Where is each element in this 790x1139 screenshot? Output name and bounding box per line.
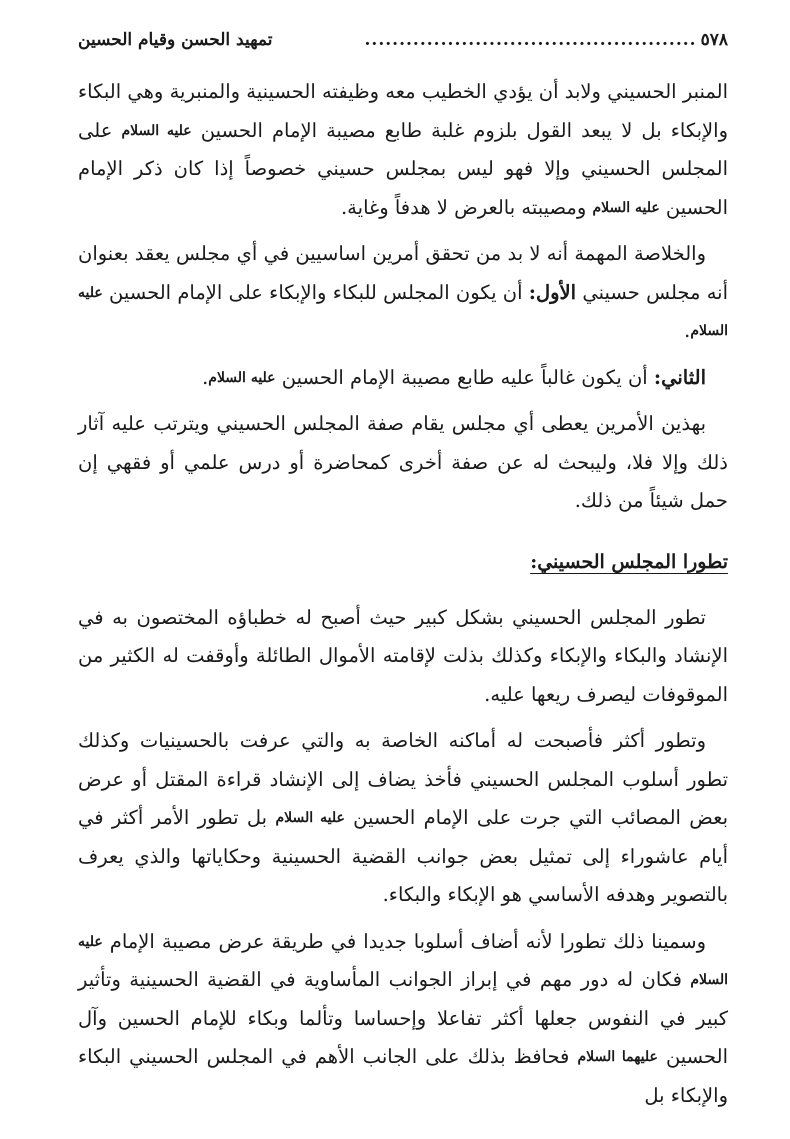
- paragraph-text: وسمينا ذلك تطورا لأنه أضاف أسلوبا جديدا في طريقة عرض مصيبة الإمام: [109, 929, 706, 953]
- paragraph-text: فحافظ بذلك على الجانب الأهم في المجلس الحسيني البكاء والإبكاء بل: [78, 1045, 728, 1107]
- document-page: [78, 30, 728, 1123]
- period: .: [684, 319, 691, 342]
- point-label: الثاني:: [653, 365, 706, 389]
- paragraph: [78, 923, 728, 1116]
- point-label: الأول:: [528, 280, 577, 304]
- paragraph-text: على المجلس الحسيني وإلا فهو ليس بمجلس حسيني خصوصاً إذا كان ذكر الإمام الحسين: [78, 118, 728, 219]
- running-header: [78, 30, 728, 59]
- paragraph: [78, 722, 728, 915]
- paragraph-text: فكان له دور مهم في إبراز الجوانب المأساوية في القضية الحسينية وتأثير كبير في النفوس جعلها أكثر تفاعلا وإحساسا وتألما وبكاء للإمام الحسين وآل الحسين: [78, 968, 729, 1068]
- period: .: [202, 365, 209, 389]
- paragraph: [78, 599, 728, 715]
- honorific-glyph: عليه السلام: [78, 933, 728, 988]
- honorific-glyph: عليه السلام: [121, 122, 192, 139]
- paragraph-text: أن يكون غالباً عليه طابع مصيبة الإمام الحسين: [281, 365, 648, 389]
- paragraph-text: بهذين الأمرين يعطى أي مجلس يقام صفة المجلس الحسيني ويترتب عليه آثار ذلك وإلا فلا، وليبحث له عن صفة أخرى كمحاضرة أو درس علمي أو فقهي إن حمل شيئاً من ذلك.: [78, 412, 728, 512]
- paragraph: [78, 359, 728, 398]
- honorific-glyph: عليهما السلام: [577, 1049, 658, 1065]
- honorific-glyph: عليه السلام: [208, 369, 276, 386]
- header-leader-dots: ................................................: [364, 30, 697, 50]
- paragraph-text: وتطور أكثر فأصبحت له أماكنه الخاصة به والتي عرفت بالحسينيات وكذلك تطور أسلوب المجلس الحسيني فأخذ يضاف إلى الإنشاد قراءة المقتل أو عرض بعض المصائب التي جرت على الإمام الحسين: [78, 729, 729, 829]
- honorific-glyph: عليه السلام: [78, 284, 728, 339]
- honorific-glyph: عليه السلام: [592, 199, 660, 216]
- section-heading: تطورا المجلس الحسيني:: [530, 550, 728, 573]
- paragraph: [78, 405, 728, 521]
- paragraph-text: المنبر الحسيني ولابد أن يؤدي الخطيب معه وظيفته الحسينية والمنبرية وهي البكاء والإبكاء بل لا يبعد القول بلزوم غلبة طابع مصيبة الإمام الحسين: [78, 80, 729, 142]
- page-number: ٥٧٨: [700, 30, 728, 50]
- paragraph: [78, 235, 728, 351]
- paragraph-text: بل تطور الأمر أكثر في أيام عاشوراء إلى تمثيل بعض جوانب القضية الحسينية وحكاياتها والذي يعرف بالتصوير وهدفه الأساسي هو الإبكاء والبكاء.: [78, 806, 728, 906]
- honorific-glyph: عليه السلام: [275, 810, 345, 826]
- paragraph-text: ومصيبته بالعرض لا هدفاً وغاية.: [340, 195, 587, 219]
- paragraph-text: والخلاصة المهمة أنه لا بد من تحقق أمرين اساسيين في أي مجلس يعقد بعنوان أنه مجلس حسيني: [78, 242, 728, 304]
- paragraph: [78, 73, 728, 227]
- paragraph-text: تطور المجلس الحسيني بشكل كبير حيث أصبح له خطباؤه المختصون به في الإنشاد والبكاء والإبكاء وكذلك بذلت لإقامته الأموال الطائلة وأوقفت له الكثير من الموقوفات ليصرف ريعها عليه.: [78, 605, 728, 706]
- running-title: تمهيد الحسن وقيام الحسين: [78, 30, 273, 50]
- page-body: [78, 73, 728, 1115]
- paragraph-text: أن يكون المجلس للبكاء والإبكاء على الإمام الحسين: [108, 280, 523, 304]
